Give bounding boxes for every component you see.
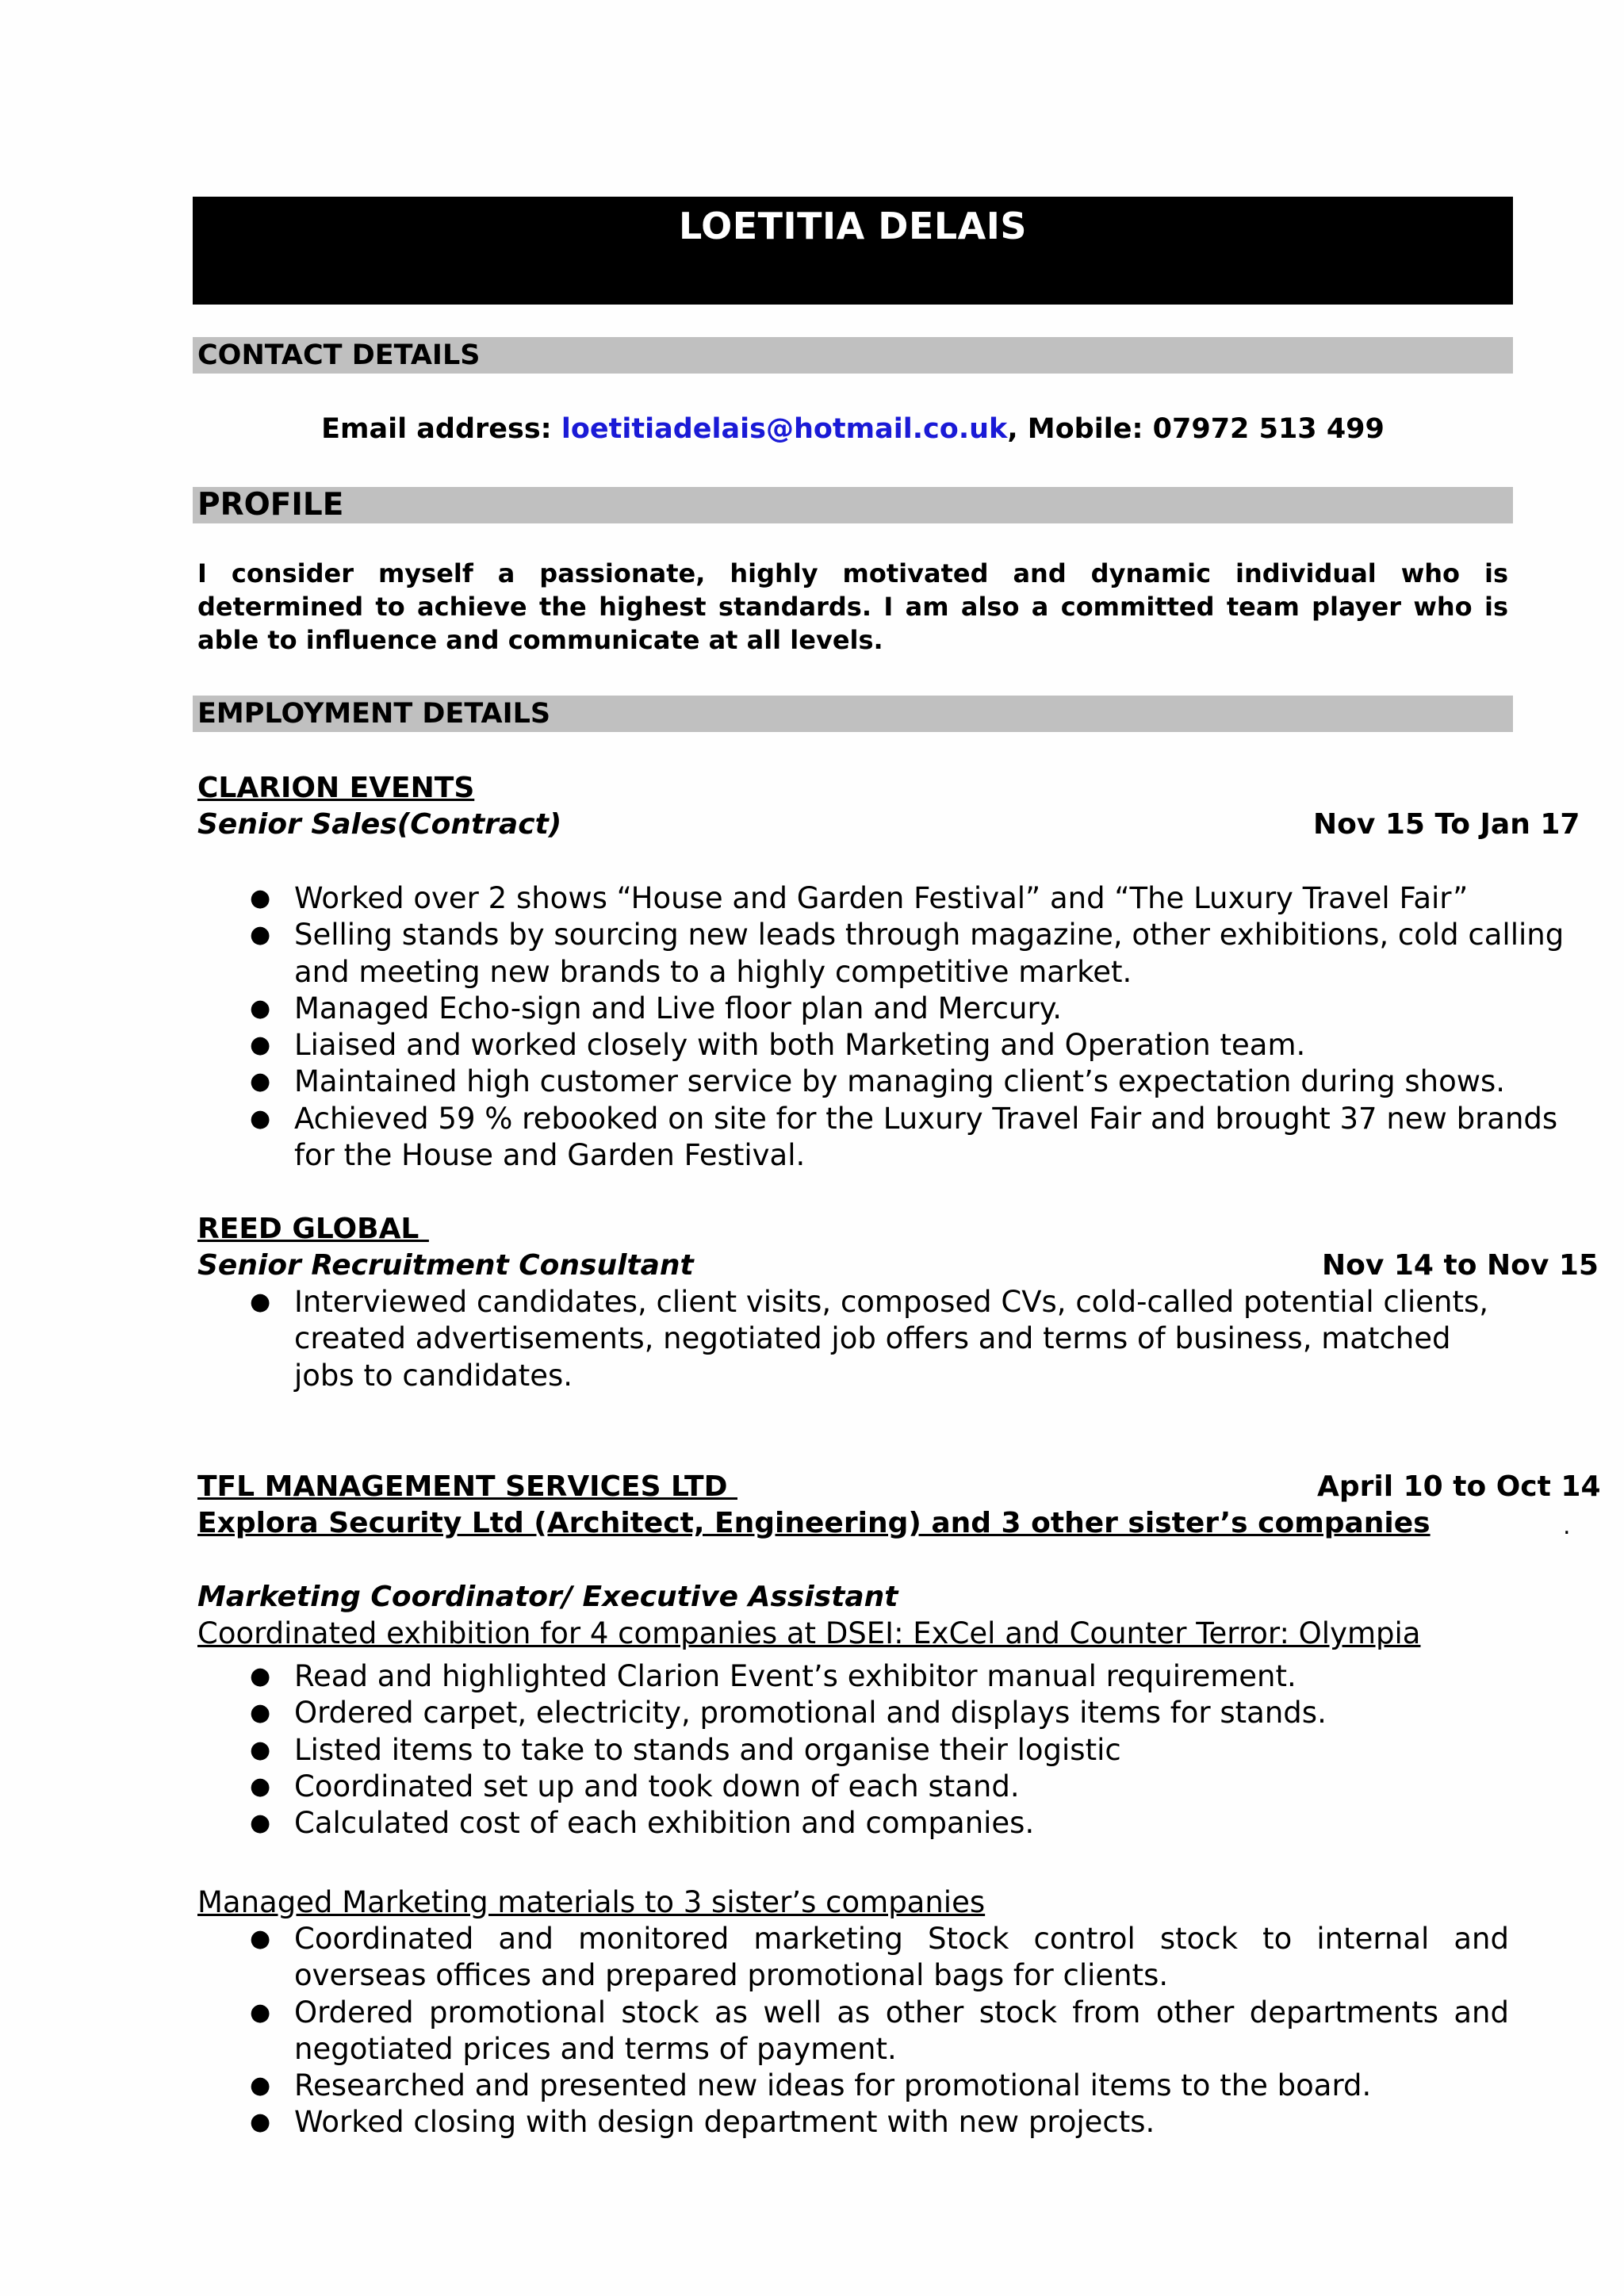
bullet-icon: ● — [250, 1031, 271, 1060]
bullet-icon: ● — [250, 921, 271, 949]
mobile-text: , Mobile: 07972 513 499 — [1007, 413, 1385, 445]
bullet-icon: ● — [250, 1809, 271, 1838]
company-clarion-events: CLARION EVENTS — [197, 772, 475, 804]
list-item: ● Ordered promotional stock as well as other stock from other departments and negotiated prices and terms of payment. — [250, 1995, 1509, 2066]
bullet-icon: ● — [250, 884, 271, 912]
list-item: ● Ordered carpet, electricity, promotional and displays items for stands. — [197, 1695, 1568, 1731]
bullet-icon: ● — [250, 1288, 271, 1316]
bullet-icon: ● — [250, 1699, 271, 1727]
section-employment-details: EMPLOYMENT DETAILS — [193, 696, 1513, 732]
dates-tfl: April 10 to Oct 14 — [1317, 1470, 1601, 1503]
role-tfl: Marketing Coordinator/ Executive Assistant — [197, 1581, 898, 1613]
bullet-icon: ● — [250, 994, 271, 1022]
clarion-bullet-list — [197, 880, 1568, 1174]
email-label: Email address: — [321, 413, 561, 445]
section-contact-details: CONTACT DETAILS — [193, 337, 1513, 374]
bullet-icon: ● — [250, 1925, 271, 1953]
dates-reed: Nov 14 to Nov 15 — [1322, 1249, 1599, 1282]
subhead-marketing-materials: Managed Marketing materials to 3 sister’s companies — [197, 1885, 986, 1919]
contact-line — [193, 411, 1513, 447]
list-item: ● Maintained high customer service by managing client’s expectation during shows. — [197, 1064, 1568, 1100]
list-item: ● Worked over 2 shows “House and Garden Festival” and “The Luxury Travel Fair” — [197, 880, 1568, 917]
list-item: ● Listed items to take to stands and organise their logistic — [197, 1732, 1568, 1769]
subcompany-explora: Explora Security Ltd (Architect, Engineering) and 3 other sister’s companies — [197, 1507, 1431, 1539]
trailing-dot: . — [1563, 1512, 1571, 1540]
list-item: ● Interviewed candidates, client visits, composed CVs, cold-called potential clients, created advertisements, negotiated job offers and terms of business, matched jobs to candidates. — [250, 1285, 1489, 1393]
email-link[interactable]: loetitiadelais@hotmail.co.uk — [561, 413, 1008, 445]
bullet-icon: ● — [250, 1662, 271, 1690]
role-reed: Senior Recruitment Consultant — [197, 1249, 694, 1282]
list-item: ● Coordinated and monitored marketing Stock control stock to internal and overseas offices and prepared promotional bags for clients. — [250, 1922, 1509, 1993]
list-item: ● Coordinated set up and took down of each stand. — [197, 1769, 1568, 1805]
bullet-icon: ● — [250, 1104, 271, 1133]
candidate-name: LOETITIA DELAIS — [678, 205, 1028, 247]
list-item: ● Calculated cost of each exhibition and companies. — [197, 1805, 1568, 1842]
list-item: ● Read and highlighted Clarion Event’s exhibitor manual requirement. — [197, 1658, 1568, 1695]
exhibition-bullet-list — [197, 1658, 1568, 1842]
list-item: ● Selling stands by sourcing new leads through magazine, other exhibitions, cold calling and meeting new brands to a highly competitive market. — [250, 918, 1565, 989]
list-item: ● Liaised and worked closely with both Marketing and Operation team. — [197, 1027, 1568, 1064]
bullet-icon: ● — [250, 1735, 271, 1764]
bullet-icon: ● — [250, 1998, 271, 2026]
list-item: ● Managed Echo-sign and Live floor plan and Mercury. — [197, 991, 1568, 1027]
bullet-icon: ● — [250, 2072, 271, 2100]
list-item: ● Worked closing with design department with new projects. — [197, 2104, 1509, 2141]
company-reed-global: REED GLOBAL — [197, 1213, 429, 1245]
name-header — [193, 197, 1513, 305]
company-tfl-management: TFL MANAGEMENT SERVICES LTD — [197, 1470, 737, 1503]
bullet-icon: ● — [250, 1772, 271, 1800]
profile-text: I consider myself a passionate, highly motivated and dynamic individual who is determined to achieve the highest standards. I am also a committed team player who is able to influence and communicate at all levels. — [197, 558, 1508, 655]
list-item: ● Achieved 59 % rebooked on site for the Luxury Travel Fair and brought 37 new brands for the House and Garden Festival. — [250, 1101, 1558, 1173]
section-profile: PROFILE — [193, 487, 1513, 523]
role-clarion: Senior Sales(Contract) — [197, 808, 562, 841]
bullet-icon: ● — [250, 2108, 271, 2137]
subhead-exhibition: Coordinated exhibition for 4 companies at DSEI: ExCel and Counter Terror: Olympia — [197, 1616, 1421, 1650]
marketing-bullet-list — [197, 1921, 1509, 2141]
list-item: ● Researched and presented new ideas for promotional items to the board. — [197, 2068, 1509, 2104]
dates-clarion: Nov 15 To Jan 17 — [1313, 808, 1580, 841]
reed-bullet-list — [197, 1284, 1509, 1394]
bullet-icon: ● — [250, 1068, 271, 1096]
